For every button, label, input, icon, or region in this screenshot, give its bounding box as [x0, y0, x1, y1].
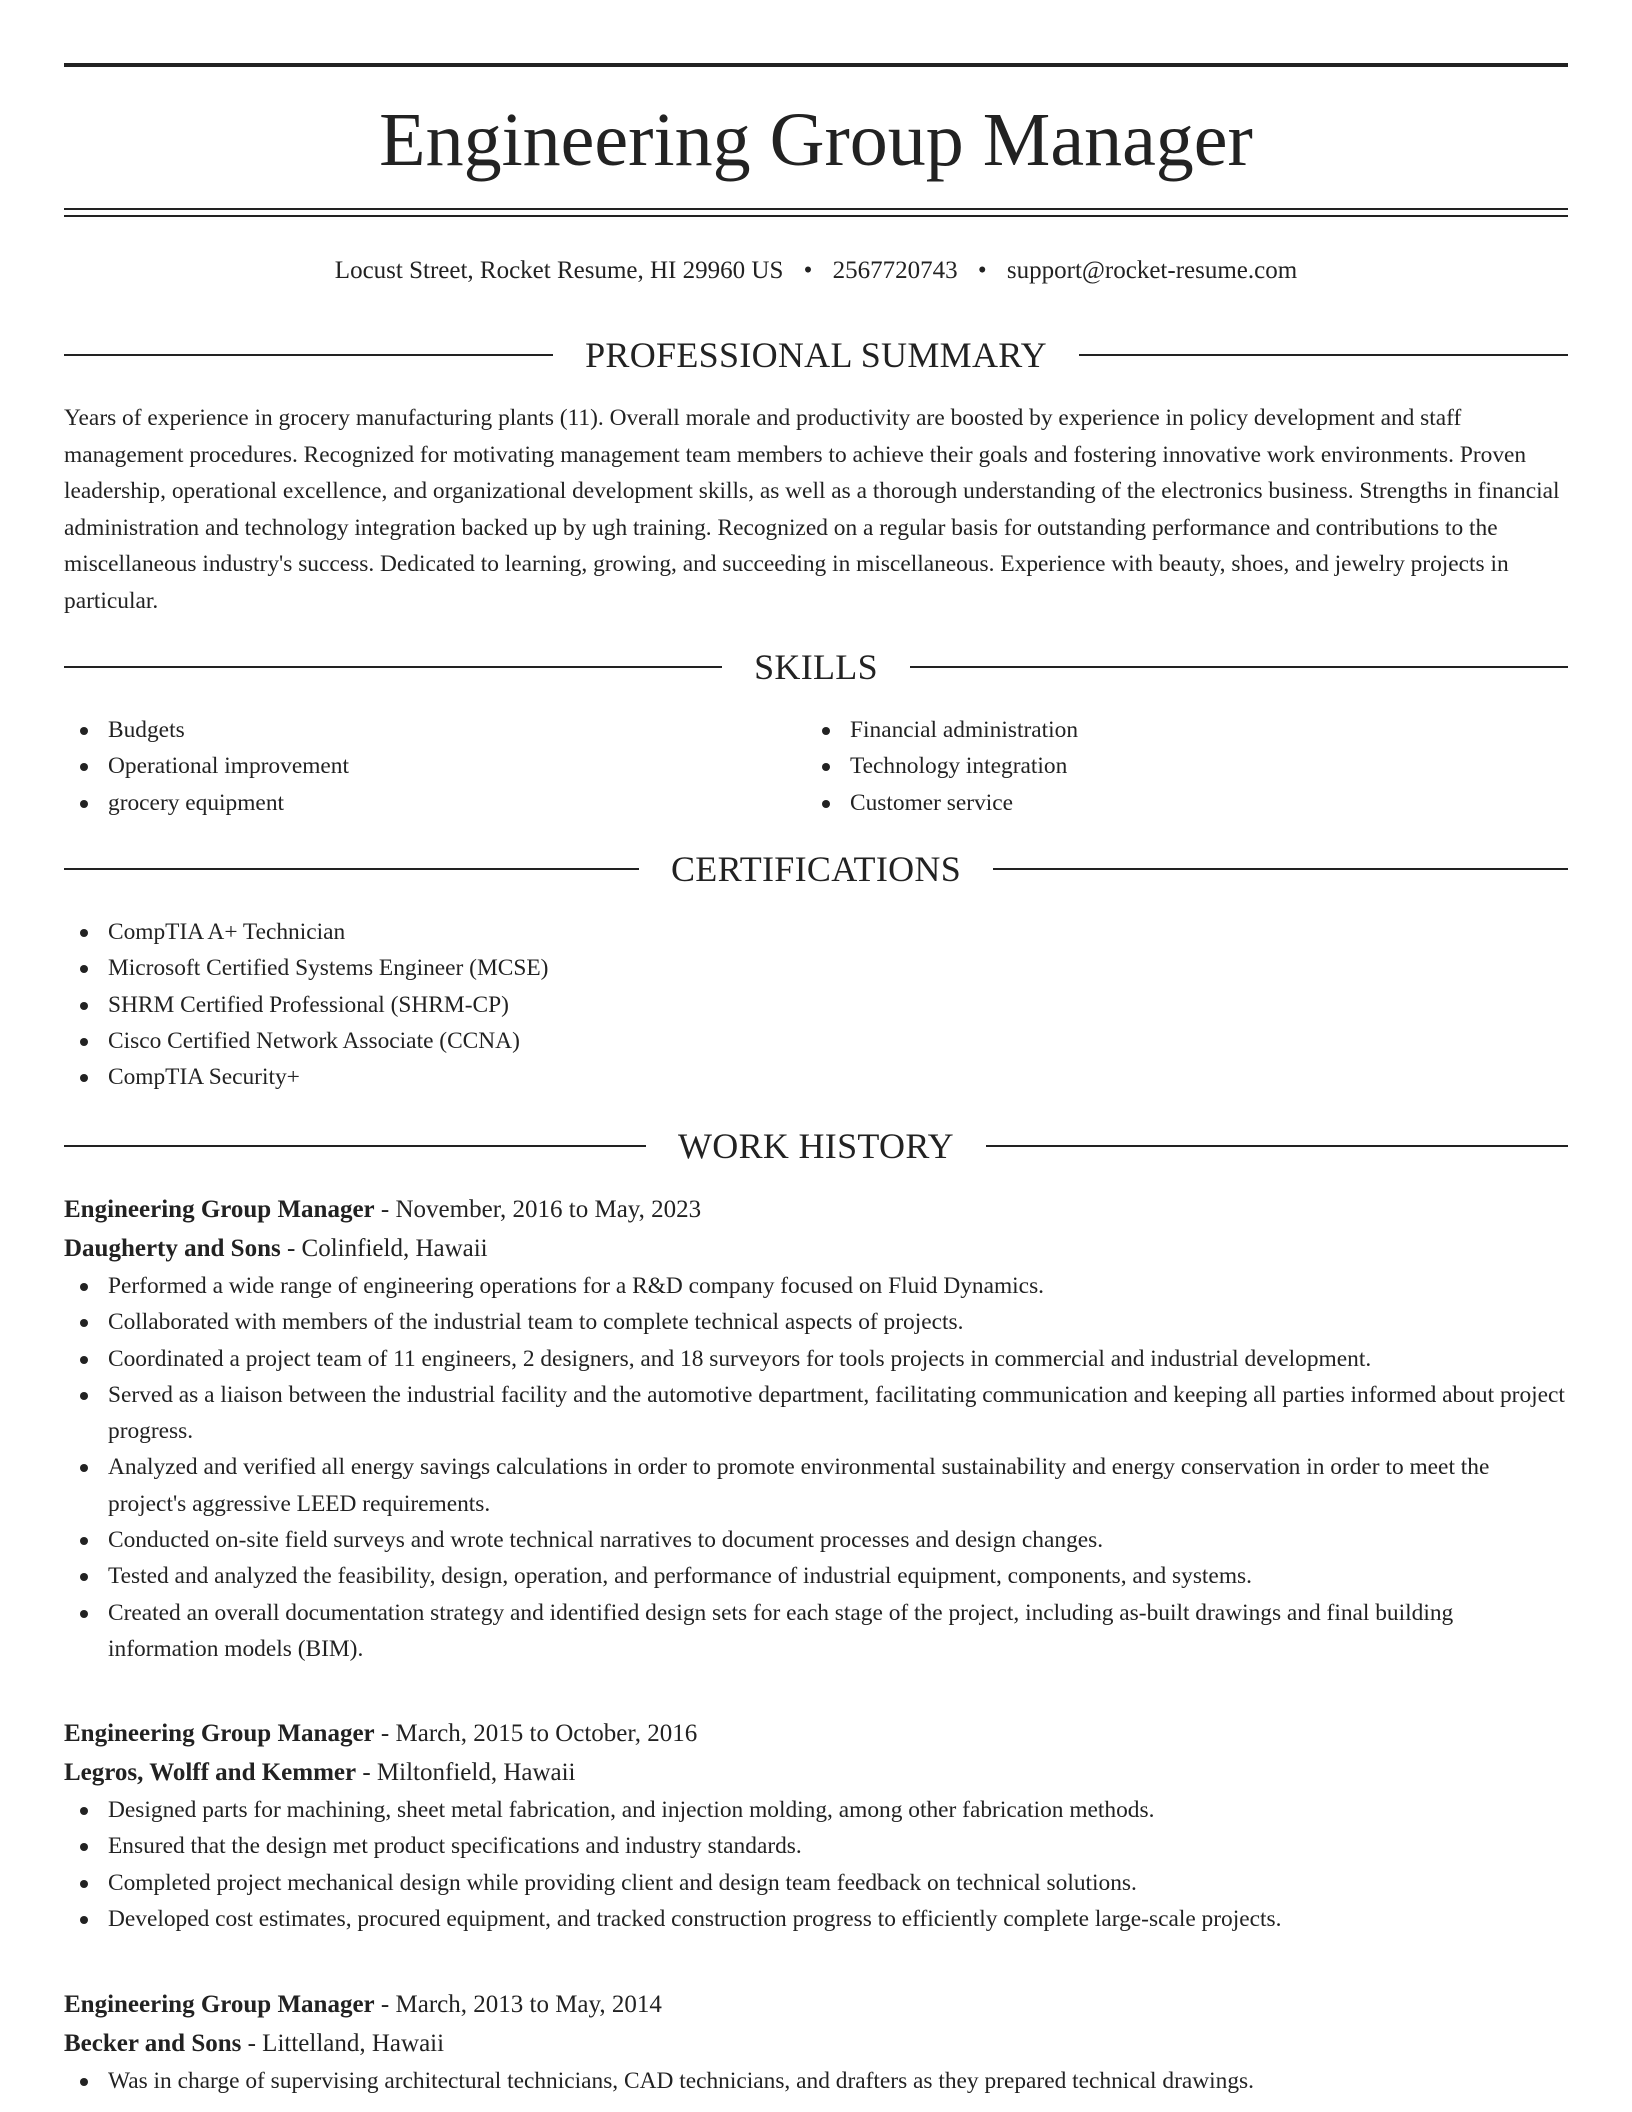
- contact-address: Locust Street, Rocket Resume, HI 29960 US: [334, 257, 784, 284]
- header-rule-upper: [64, 208, 1568, 210]
- heading-rule: [986, 1145, 1568, 1147]
- job-duty-item: Ensured that the design met product specifications and industry standards.: [64, 1828, 1568, 1864]
- job-entry: [64, 1985, 1568, 2099]
- job-title: Engineering Group Manager: [64, 1991, 375, 2018]
- skill-item: Operational improvement: [64, 748, 804, 784]
- job-title: Engineering Group Manager: [64, 1196, 375, 1223]
- job-duty-item: Designed parts for machining, sheet metal fabrication, and injection molding, among other fabrication methods.: [64, 1792, 1568, 1828]
- job-title: Engineering Group Manager: [64, 1720, 375, 1747]
- certification-item: Microsoft Certified Systems Engineer (MCSE): [64, 950, 1568, 986]
- skills-column-right: [806, 712, 1546, 821]
- job-duty-item: Collaborated with members of the industrial team to complete technical aspects of projects.: [64, 1304, 1568, 1340]
- job-duty-item: Conducted on-site field surveys and wrote technical narratives to document processes and design changes.: [64, 1522, 1568, 1558]
- job-location: - Miltonfield, Hawaii: [356, 1759, 576, 1786]
- job-entry: [64, 1714, 1568, 1937]
- certification-item: CompTIA A+ Technician: [64, 914, 1568, 950]
- contact-phone: 2567720743: [832, 257, 958, 284]
- job-title-line: [64, 1985, 1568, 2024]
- header-top-rule: [64, 63, 1568, 67]
- job-company: Becker and Sons: [64, 2030, 242, 2057]
- skill-item: Technology integration: [806, 748, 1546, 784]
- candidate-name: Engineering Group Manager: [379, 98, 1253, 182]
- job-company-line: [64, 1753, 1568, 1792]
- contact-line: [64, 254, 1568, 288]
- job-duties: [64, 1792, 1568, 1937]
- heading-rule: [64, 1145, 646, 1147]
- job-duty-item: Was in charge of supervising architectural technicians, CAD technicians, and drafters as they prepared technical drawings.: [64, 2063, 1568, 2099]
- job-dates: - November, 2016 to May, 2023: [374, 1196, 702, 1223]
- heading-rule: [910, 666, 1568, 668]
- job-location: - Littelland, Hawaii: [241, 2030, 445, 2057]
- section-title: SKILLS: [754, 647, 878, 687]
- job-duty-item: Analyzed and verified all energy savings calculations in order to promote environmental sustainability and energy conservation in order to meet the project's aggressive LEED requirements.: [64, 1449, 1568, 1522]
- job-company-line: [64, 1229, 1568, 1268]
- job-dates: - March, 2013 to May, 2014: [374, 1991, 662, 2018]
- heading-rule: [1079, 354, 1568, 356]
- certifications-list: [64, 914, 1568, 1095]
- certification-item: Cisco Certified Network Associate (CCNA): [64, 1023, 1568, 1059]
- skill-item: Financial administration: [806, 712, 1546, 748]
- job-title-line: [64, 1714, 1568, 1753]
- contact-separator: •: [977, 257, 987, 284]
- heading-rule: [64, 666, 722, 668]
- job-duty-item: Completed project mechanical design while providing client and design team feedback on technical solutions.: [64, 1865, 1568, 1901]
- certification-item: CompTIA Security+: [64, 1059, 1568, 1095]
- job-company-line: [64, 2024, 1568, 2063]
- section-heading-work-history: [64, 1124, 1568, 1168]
- job-entry: [64, 1190, 1568, 1667]
- job-duties: [64, 2063, 1568, 2099]
- heading-rule: [64, 354, 553, 356]
- job-duty-item: Performed a wide range of engineering operations for a R&D company focused on Fluid Dynamics.: [64, 1268, 1568, 1304]
- job-duties: [64, 1268, 1568, 1667]
- section-title: PROFESSIONAL SUMMARY: [585, 335, 1047, 375]
- section-heading-summary: [64, 333, 1568, 377]
- summary-paragraph: Years of experience in grocery manufacturing plants (11). Overall morale and productivity are boosted by experience in policy development and staff management procedures. Recognized for motivating management team members to achieve their goals and fostering innovative work environments. Proven leadership, operational excellence, and organizational development skills, as well as a thorough understanding of the electronics business. Strengths in financial administration and technology integration backed up by ugh training. Recognized on a regular basis for outstanding performance and contributions to the miscellaneous industry's success. Dedicated to learning, growing, and succeeding in miscellaneous. Experience with beauty, shoes, and jewelry projects in particular.: [64, 405, 1560, 614]
- skill-item: Budgets: [64, 712, 804, 748]
- section-heading-certifications: [64, 847, 1568, 891]
- job-duty-item: Coordinated a project team of 11 engineers, 2 designers, and 18 surveyors for tools projects in commercial and industrial development.: [64, 1341, 1568, 1377]
- heading-rule: [64, 868, 639, 870]
- job-title-line: [64, 1190, 1568, 1229]
- section-title: WORK HISTORY: [678, 1126, 954, 1166]
- heading-rule: [993, 868, 1568, 870]
- header-rule-lower: [64, 215, 1568, 217]
- job-duty-item: Served as a liaison between the industrial facility and the automotive department, facilitating communication and keeping all parties informed about project progress.: [64, 1377, 1568, 1450]
- job-duty-item: Developed cost estimates, procured equipment, and tracked construction progress to efficiently complete large-scale projects.: [64, 1901, 1568, 1937]
- skills-column-left: [64, 712, 804, 821]
- job-duty-item: Created an overall documentation strategy and identified design sets for each stage of the project, including as-built drawings and final building information models (BIM).: [64, 1595, 1568, 1668]
- job-company: Daugherty and Sons: [64, 1235, 281, 1262]
- contact-separator: •: [803, 257, 813, 284]
- section-title: CERTIFICATIONS: [670, 849, 962, 889]
- skill-item: Customer service: [806, 785, 1546, 821]
- job-dates: - March, 2015 to October, 2016: [374, 1720, 698, 1747]
- job-duty-item: Tested and analyzed the feasibility, design, operation, and performance of industrial equipment, components, and systems.: [64, 1558, 1568, 1594]
- job-location: - Colinfield, Hawaii: [280, 1235, 488, 1262]
- contact-email: support@rocket-resume.com: [1006, 257, 1298, 284]
- skill-item: grocery equipment: [64, 785, 804, 821]
- certification-item: SHRM Certified Professional (SHRM-CP): [64, 987, 1568, 1023]
- section-heading-skills: [64, 645, 1568, 689]
- job-company: Legros, Wolff and Kemmer: [64, 1759, 357, 1786]
